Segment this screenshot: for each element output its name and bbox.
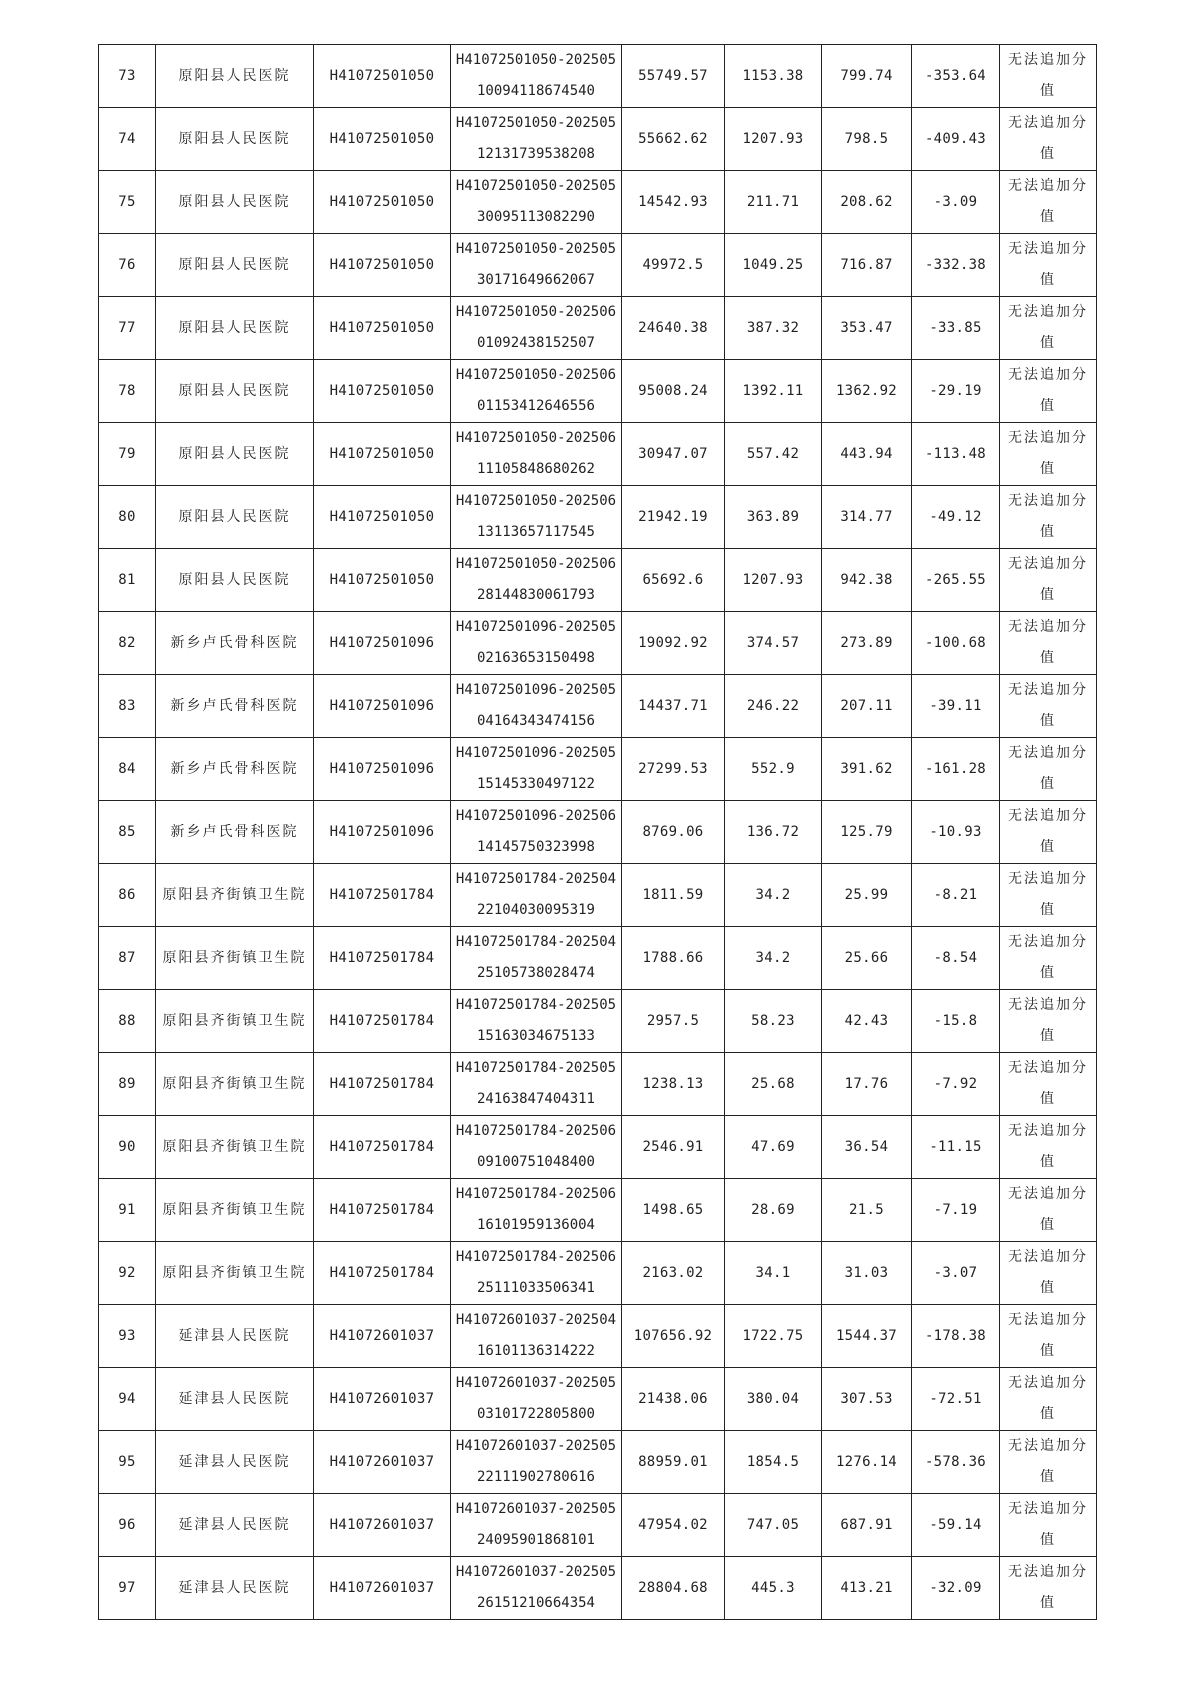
institution-code-cell: H41072501096 [314, 612, 451, 675]
institution-code-cell: H41072501784 [314, 1242, 451, 1305]
value-a-cell: 47.69 [725, 1116, 822, 1179]
table-row [99, 738, 1097, 801]
remark-cell: 无法追加分值 [1000, 801, 1097, 864]
remark-cell: 无法追加分值 [1000, 360, 1097, 423]
total-amount-cell: 1498.65 [622, 1179, 725, 1242]
value-a-cell: 557.42 [725, 423, 822, 486]
institution-name-cell: 原阳县齐街镇卫生院 [156, 1179, 314, 1242]
table-row [99, 927, 1097, 990]
total-amount-cell: 95008.24 [622, 360, 725, 423]
difference-cell: -332.38 [912, 234, 1000, 297]
institution-code-cell: H41072501784 [314, 927, 451, 990]
value-b-cell: 443.94 [822, 423, 912, 486]
institution-name-cell: 原阳县齐街镇卫生院 [156, 1053, 314, 1116]
settlement-id-cell: H41072601037-20250524095901868101 [451, 1494, 622, 1557]
difference-cell: -409.43 [912, 108, 1000, 171]
institution-code-cell: H41072601037 [314, 1368, 451, 1431]
row-number-cell: 73 [99, 45, 156, 108]
value-b-cell: 21.5 [822, 1179, 912, 1242]
institution-code-cell: H41072501050 [314, 45, 451, 108]
value-b-cell: 42.43 [822, 990, 912, 1053]
value-a-cell: 363.89 [725, 486, 822, 549]
total-amount-cell: 1811.59 [622, 864, 725, 927]
difference-cell: -11.15 [912, 1116, 1000, 1179]
institution-name-cell: 新乡卢氏骨科医院 [156, 612, 314, 675]
table-row [99, 1053, 1097, 1116]
row-number-cell: 87 [99, 927, 156, 990]
settlement-id-cell: H41072501784-20250609100751048400 [451, 1116, 622, 1179]
table-row [99, 234, 1097, 297]
settlement-id-cell: H41072501784-20250425105738028474 [451, 927, 622, 990]
table-row [99, 864, 1097, 927]
value-b-cell: 687.91 [822, 1494, 912, 1557]
value-b-cell: 273.89 [822, 612, 912, 675]
institution-code-cell: H41072501096 [314, 675, 451, 738]
row-number-cell: 84 [99, 738, 156, 801]
value-a-cell: 1722.75 [725, 1305, 822, 1368]
table-row [99, 1557, 1097, 1620]
difference-cell: -33.85 [912, 297, 1000, 360]
institution-code-cell: H41072501096 [314, 801, 451, 864]
value-b-cell: 391.62 [822, 738, 912, 801]
settlement-id-cell: H41072601037-20250522111902780616 [451, 1431, 622, 1494]
table-row [99, 549, 1097, 612]
total-amount-cell: 55662.62 [622, 108, 725, 171]
value-b-cell: 1276.14 [822, 1431, 912, 1494]
institution-code-cell: H41072501096 [314, 738, 451, 801]
total-amount-cell: 14542.93 [622, 171, 725, 234]
settlement-table [98, 44, 1097, 1620]
value-b-cell: 413.21 [822, 1557, 912, 1620]
total-amount-cell: 65692.6 [622, 549, 725, 612]
institution-name-cell: 原阳县人民医院 [156, 549, 314, 612]
difference-cell: -161.28 [912, 738, 1000, 801]
row-number-cell: 81 [99, 549, 156, 612]
institution-name-cell: 延津县人民医院 [156, 1431, 314, 1494]
institution-name-cell: 原阳县齐街镇卫生院 [156, 1242, 314, 1305]
value-a-cell: 1207.93 [725, 108, 822, 171]
settlement-id-cell: H41072501784-20250524163847404311 [451, 1053, 622, 1116]
remark-cell: 无法追加分值 [1000, 1431, 1097, 1494]
value-b-cell: 25.99 [822, 864, 912, 927]
table-row [99, 423, 1097, 486]
settlement-id-cell: H41072601037-20250416101136314222 [451, 1305, 622, 1368]
value-b-cell: 1362.92 [822, 360, 912, 423]
settlement-id-cell: H41072501050-20250510094118674540 [451, 45, 622, 108]
institution-name-cell: 原阳县人民医院 [156, 45, 314, 108]
difference-cell: -353.64 [912, 45, 1000, 108]
total-amount-cell: 88959.01 [622, 1431, 725, 1494]
remark-cell: 无法追加分值 [1000, 234, 1097, 297]
institution-code-cell: H41072601037 [314, 1305, 451, 1368]
remark-cell: 无法追加分值 [1000, 1305, 1097, 1368]
institution-code-cell: H41072601037 [314, 1494, 451, 1557]
row-number-cell: 90 [99, 1116, 156, 1179]
table-row [99, 990, 1097, 1053]
row-number-cell: 74 [99, 108, 156, 171]
settlement-id-cell: H41072501784-20250616101959136004 [451, 1179, 622, 1242]
value-a-cell: 211.71 [725, 171, 822, 234]
difference-cell: -100.68 [912, 612, 1000, 675]
settlement-id-cell: H41072501050-20250613113657117545 [451, 486, 622, 549]
row-number-cell: 91 [99, 1179, 156, 1242]
value-b-cell: 17.76 [822, 1053, 912, 1116]
settlement-id-cell: H41072501050-20250601092438152507 [451, 297, 622, 360]
value-b-cell: 36.54 [822, 1116, 912, 1179]
table-row [99, 297, 1097, 360]
value-a-cell: 34.2 [725, 927, 822, 990]
institution-name-cell: 原阳县齐街镇卫生院 [156, 1116, 314, 1179]
row-number-cell: 96 [99, 1494, 156, 1557]
value-a-cell: 747.05 [725, 1494, 822, 1557]
value-a-cell: 445.3 [725, 1557, 822, 1620]
value-a-cell: 34.2 [725, 864, 822, 927]
difference-cell: -15.8 [912, 990, 1000, 1053]
table-row [99, 1368, 1097, 1431]
settlement-id-cell: H41072501050-20250611105848680262 [451, 423, 622, 486]
table-row [99, 675, 1097, 738]
table-row [99, 45, 1097, 108]
institution-code-cell: H41072501784 [314, 1116, 451, 1179]
value-b-cell: 314.77 [822, 486, 912, 549]
table-row [99, 1116, 1097, 1179]
institution-name-cell: 新乡卢氏骨科医院 [156, 675, 314, 738]
row-number-cell: 92 [99, 1242, 156, 1305]
settlement-id-cell: H41072501096-20250515145330497122 [451, 738, 622, 801]
value-a-cell: 374.57 [725, 612, 822, 675]
value-a-cell: 1049.25 [725, 234, 822, 297]
difference-cell: -29.19 [912, 360, 1000, 423]
remark-cell: 无法追加分值 [1000, 612, 1097, 675]
row-number-cell: 89 [99, 1053, 156, 1116]
institution-name-cell: 原阳县人民医院 [156, 486, 314, 549]
institution-name-cell: 原阳县齐街镇卫生院 [156, 990, 314, 1053]
remark-cell: 无法追加分值 [1000, 423, 1097, 486]
total-amount-cell: 30947.07 [622, 423, 725, 486]
institution-name-cell: 原阳县人民医院 [156, 360, 314, 423]
value-a-cell: 1207.93 [725, 549, 822, 612]
institution-code-cell: H41072501050 [314, 297, 451, 360]
value-b-cell: 799.74 [822, 45, 912, 108]
row-number-cell: 93 [99, 1305, 156, 1368]
remark-cell: 无法追加分值 [1000, 1494, 1097, 1557]
total-amount-cell: 49972.5 [622, 234, 725, 297]
settlement-id-cell: H41072501050-20250512131739538208 [451, 108, 622, 171]
total-amount-cell: 1788.66 [622, 927, 725, 990]
institution-name-cell: 原阳县人民医院 [156, 423, 314, 486]
institution-code-cell: H41072501050 [314, 423, 451, 486]
settlement-id-cell: H41072501050-20250530171649662067 [451, 234, 622, 297]
value-b-cell: 207.11 [822, 675, 912, 738]
row-number-cell: 94 [99, 1368, 156, 1431]
value-a-cell: 380.04 [725, 1368, 822, 1431]
remark-cell: 无法追加分值 [1000, 990, 1097, 1053]
value-a-cell: 25.68 [725, 1053, 822, 1116]
difference-cell: -265.55 [912, 549, 1000, 612]
row-number-cell: 78 [99, 360, 156, 423]
remark-cell: 无法追加分值 [1000, 1242, 1097, 1305]
institution-code-cell: H41072501050 [314, 360, 451, 423]
remark-cell: 无法追加分值 [1000, 486, 1097, 549]
difference-cell: -7.92 [912, 1053, 1000, 1116]
settlement-id-cell: H41072501050-20250530095113082290 [451, 171, 622, 234]
settlement-id-cell: H41072601037-20250503101722805800 [451, 1368, 622, 1431]
institution-name-cell: 延津县人民医院 [156, 1305, 314, 1368]
row-number-cell: 97 [99, 1557, 156, 1620]
institution-code-cell: H41072501050 [314, 108, 451, 171]
value-a-cell: 28.69 [725, 1179, 822, 1242]
row-number-cell: 76 [99, 234, 156, 297]
total-amount-cell: 1238.13 [622, 1053, 725, 1116]
remark-cell: 无法追加分值 [1000, 1557, 1097, 1620]
institution-name-cell: 新乡卢氏骨科医院 [156, 738, 314, 801]
institution-code-cell: H41072501784 [314, 1053, 451, 1116]
table-row [99, 486, 1097, 549]
institution-name-cell: 原阳县齐街镇卫生院 [156, 927, 314, 990]
settlement-id-cell: H41072501050-20250628144830061793 [451, 549, 622, 612]
row-number-cell: 80 [99, 486, 156, 549]
settlement-id-cell: H41072501096-20250502163653150498 [451, 612, 622, 675]
difference-cell: -32.09 [912, 1557, 1000, 1620]
value-b-cell: 25.66 [822, 927, 912, 990]
value-a-cell: 246.22 [725, 675, 822, 738]
remark-cell: 无法追加分值 [1000, 45, 1097, 108]
institution-name-cell: 原阳县人民医院 [156, 108, 314, 171]
table-row [99, 171, 1097, 234]
difference-cell: -3.07 [912, 1242, 1000, 1305]
institution-code-cell: H41072501050 [314, 486, 451, 549]
table-row [99, 801, 1097, 864]
total-amount-cell: 21438.06 [622, 1368, 725, 1431]
institution-name-cell: 原阳县人民医院 [156, 171, 314, 234]
remark-cell: 无法追加分值 [1000, 1368, 1097, 1431]
value-b-cell: 307.53 [822, 1368, 912, 1431]
institution-code-cell: H41072501050 [314, 549, 451, 612]
value-b-cell: 798.5 [822, 108, 912, 171]
value-b-cell: 716.87 [822, 234, 912, 297]
table-row [99, 1431, 1097, 1494]
table-body [99, 45, 1097, 1620]
institution-name-cell: 延津县人民医院 [156, 1494, 314, 1557]
remark-cell: 无法追加分值 [1000, 864, 1097, 927]
remark-cell: 无法追加分值 [1000, 297, 1097, 360]
table-row [99, 1305, 1097, 1368]
row-number-cell: 88 [99, 990, 156, 1053]
total-amount-cell: 2957.5 [622, 990, 725, 1053]
total-amount-cell: 2546.91 [622, 1116, 725, 1179]
value-b-cell: 208.62 [822, 171, 912, 234]
institution-code-cell: H41072501050 [314, 234, 451, 297]
remark-cell: 无法追加分值 [1000, 738, 1097, 801]
difference-cell: -178.38 [912, 1305, 1000, 1368]
total-amount-cell: 19092.92 [622, 612, 725, 675]
row-number-cell: 86 [99, 864, 156, 927]
value-b-cell: 353.47 [822, 297, 912, 360]
row-number-cell: 75 [99, 171, 156, 234]
row-number-cell: 77 [99, 297, 156, 360]
row-number-cell: 83 [99, 675, 156, 738]
row-number-cell: 85 [99, 801, 156, 864]
value-a-cell: 34.1 [725, 1242, 822, 1305]
difference-cell: -59.14 [912, 1494, 1000, 1557]
value-a-cell: 136.72 [725, 801, 822, 864]
value-a-cell: 1854.5 [725, 1431, 822, 1494]
total-amount-cell: 14437.71 [622, 675, 725, 738]
institution-code-cell: H41072601037 [314, 1557, 451, 1620]
difference-cell: -578.36 [912, 1431, 1000, 1494]
settlement-id-cell: H41072501096-20250504164343474156 [451, 675, 622, 738]
remark-cell: 无法追加分值 [1000, 108, 1097, 171]
difference-cell: -8.54 [912, 927, 1000, 990]
table-row [99, 360, 1097, 423]
remark-cell: 无法追加分值 [1000, 171, 1097, 234]
institution-code-cell: H41072501784 [314, 864, 451, 927]
value-a-cell: 552.9 [725, 738, 822, 801]
table-row [99, 1179, 1097, 1242]
value-b-cell: 31.03 [822, 1242, 912, 1305]
difference-cell: -39.11 [912, 675, 1000, 738]
value-a-cell: 1153.38 [725, 45, 822, 108]
institution-code-cell: H41072601037 [314, 1431, 451, 1494]
remark-cell: 无法追加分值 [1000, 675, 1097, 738]
difference-cell: -49.12 [912, 486, 1000, 549]
total-amount-cell: 55749.57 [622, 45, 725, 108]
total-amount-cell: 21942.19 [622, 486, 725, 549]
difference-cell: -72.51 [912, 1368, 1000, 1431]
table-row [99, 1494, 1097, 1557]
row-number-cell: 95 [99, 1431, 156, 1494]
difference-cell: -7.19 [912, 1179, 1000, 1242]
institution-code-cell: H41072501784 [314, 1179, 451, 1242]
settlement-id-cell: H41072501784-20250515163034675133 [451, 990, 622, 1053]
institution-name-cell: 延津县人民医院 [156, 1557, 314, 1620]
institution-name-cell: 原阳县人民医院 [156, 234, 314, 297]
remark-cell: 无法追加分值 [1000, 1053, 1097, 1116]
settlement-id-cell: H41072501096-20250614145750323998 [451, 801, 622, 864]
institution-name-cell: 延津县人民医院 [156, 1368, 314, 1431]
value-a-cell: 387.32 [725, 297, 822, 360]
total-amount-cell: 47954.02 [622, 1494, 725, 1557]
institution-code-cell: H41072501784 [314, 990, 451, 1053]
total-amount-cell: 24640.38 [622, 297, 725, 360]
settlement-id-cell: H41072501784-20250625111033506341 [451, 1242, 622, 1305]
value-b-cell: 1544.37 [822, 1305, 912, 1368]
difference-cell: -8.21 [912, 864, 1000, 927]
value-b-cell: 942.38 [822, 549, 912, 612]
institution-code-cell: H41072501050 [314, 171, 451, 234]
table-row [99, 612, 1097, 675]
institution-name-cell: 原阳县人民医院 [156, 297, 314, 360]
row-number-cell: 82 [99, 612, 156, 675]
total-amount-cell: 2163.02 [622, 1242, 725, 1305]
remark-cell: 无法追加分值 [1000, 549, 1097, 612]
remark-cell: 无法追加分值 [1000, 1116, 1097, 1179]
row-number-cell: 79 [99, 423, 156, 486]
value-b-cell: 125.79 [822, 801, 912, 864]
table-row [99, 1242, 1097, 1305]
total-amount-cell: 8769.06 [622, 801, 725, 864]
settlement-id-cell: H41072501050-20250601153412646556 [451, 360, 622, 423]
value-a-cell: 58.23 [725, 990, 822, 1053]
institution-name-cell: 新乡卢氏骨科医院 [156, 801, 314, 864]
value-a-cell: 1392.11 [725, 360, 822, 423]
difference-cell: -3.09 [912, 171, 1000, 234]
settlement-id-cell: H41072601037-20250526151210664354 [451, 1557, 622, 1620]
table-row [99, 108, 1097, 171]
remark-cell: 无法追加分值 [1000, 1179, 1097, 1242]
difference-cell: -113.48 [912, 423, 1000, 486]
difference-cell: -10.93 [912, 801, 1000, 864]
total-amount-cell: 107656.92 [622, 1305, 725, 1368]
total-amount-cell: 27299.53 [622, 738, 725, 801]
remark-cell: 无法追加分值 [1000, 927, 1097, 990]
institution-name-cell: 原阳县齐街镇卫生院 [156, 864, 314, 927]
settlement-id-cell: H41072501784-20250422104030095319 [451, 864, 622, 927]
total-amount-cell: 28804.68 [622, 1557, 725, 1620]
